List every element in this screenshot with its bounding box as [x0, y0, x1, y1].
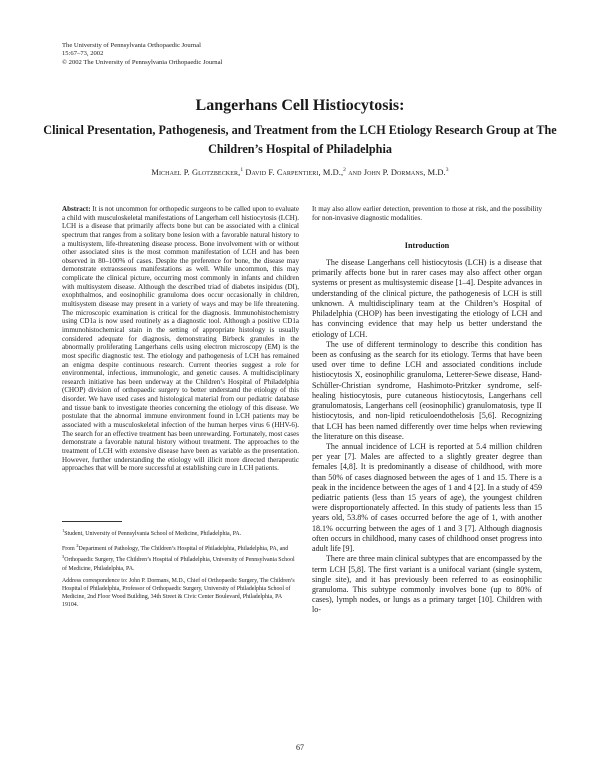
intro-paragraph-3: The annual incidence of LCH is reported at 5.4 million children per year [7]. Males are affected to a slightly greater degree than females [4,8]. It is predominantly a disease of childhood, with more than 50% of cases diagnosed between the ages of 1 and 15. There is a peak in the incidence between the ages of 1 and 4 [2]. In a study of 459 pediatric patients (less than 15 years of age), the youngest children were disproportionately affected. In this study of patients less than 15 years old, 53.8% of cases occurred before the age of 1, with another 18.1% occurring between the ages of 1 and 3 [7]. Although diagnosis often occurs in childhood, many cases of childhood onset progress into adult life [9].	[312, 441, 542, 554]
footnote-2-marker: 2	[76, 543, 79, 549]
footnote-1-text: Student, University of Pennsylvania School of Medicine, Philadelphia, PA.	[64, 530, 242, 537]
footnote-3-marker: 3	[62, 554, 65, 560]
journal-volume: 15:67–73, 2002	[62, 50, 104, 58]
introduction-column	[312, 258, 542, 616]
footnote-1	[62, 527, 299, 538]
intro-paragraph-2: The use of different terminology to describe this condition has been as confusing as the search for its etiology. Terms that have been used over time to define LCH and associated conditions include histiocytosis X, eosinophilic granuloma, Letterer-Sewe disease, Hand-Schüller-Christian syndrome, Hashimoto-Pritzker syndrome, self-healing histiocytosis, pure cutaneous histiocytosis, Langerhans cell granulomatosis, Langerhans cell (eosinophilic) granulomatosis, type II histiocytosis, and non-lipid reticuloendothelosis [5,6]. Recognizing that LCH has been named differently over time helps when reviewing the literature on this disease.	[312, 339, 542, 441]
author-1-affiliation: 1	[240, 167, 244, 173]
footnote-divider	[62, 521, 122, 522]
correspondence-note: Address correspondence to: John P. Dormans, M.D., Chief of Orthopaedic Surgery, The Children’s Hospital of Philadelphia, Professor of Orthopaedic Surgery, University of Philadelphia School of Medicine, 2nd Floor Wood Building, 34th Street & Civic Center Boulevard, Philadelphia, PA 19104.	[62, 577, 295, 609]
introduction-heading: Introduction	[404, 241, 450, 250]
author-2: David F. Carpentieri, M.D.,	[245, 167, 344, 177]
journal-name: The University of Pennsylvania Orthopaedic Journal	[62, 42, 201, 49]
abstract-text: It is not uncommon for orthopedic surgeons to be called upon to evaluate a child with musculoskeletal manifestations of Langerham cell histiocytosis (LCH). LCH is a disease that primarily affects bone but can be associated with a clinical spectrum that ranges from a solitary bone lesion with a favorable natural history to a multisystem, life-threatening disease process. Bone involvement with or without other associated sites is the most common manifestation of LCH and has been observed in 80–100% of cases. Despite the preference for bone, the disease may demonstrate extraosseous manifestations as well. While uncommon, this may complicate the clinical picture, occurring most commonly in infants and children with multisystem disease. Although the described triad of diabetes insipidus (DI), exophthalmos, and eosinophilic granuloma does occur occasionally in children, multisystem disease may present in a variety of ways and may be life threatening. The microscopic examination is critical for the diagnosis. Immunohistochemistry using CD1a is now used routinely as a diagnostic tool. Although a positive CD1a immunohistochemical stain in the setting of appropriate histology is usually considered adequate for diagnosis, demonstrating Birbeck granules in the abnormally proliferating Langerhans cells using electron microscopy (EM) is the most specific diagnostic test. The etiology and pathogenesis of LCH has remained an enigma despite continuous research. Current theories suggest a role for environmental, infectious, immunologic, and genetic causes. A multidisciplinary research initiative has been underway at the Children’s Hospital of Philadelphia (CHOP) division of orthopaedic surgery to better understand the etiology of this disorder. We have used cases and histological material from our pediatric database and tissue bank to investigate theories concerning the etiology of this disease. We postulate that the abnormal immune environment found in LCH patients may be associated with a musculoskeletal infection of the human herpes virus 6 (HHV-6). The search for an effective treatment has been unrewarding. Fortunately, most cases demonstrate a favorable natural history without treatment. The approaches to the treatment of LCH with extensive disease have been as variable as the presentation. However, further understanding the etiology will illicit more directed therapeutic approaches that will be more successful at establishing cure in LCH patients.	[62, 205, 300, 473]
article-title: Langerhans Cell Histiocytosis:	[195, 97, 405, 114]
page-number: 67	[296, 743, 304, 752]
footnote-1-marker: 1	[62, 528, 65, 533]
journal-header	[62, 42, 222, 67]
author-1: Michael P. Glotzbecker,	[151, 167, 241, 177]
author-3-affiliation: 3	[445, 167, 449, 173]
footnote-2	[62, 542, 299, 573]
abstract-continuation	[312, 205, 542, 222]
journal-copyright: © 2002 The University of Pennsylvania Orthopaedic Journal	[62, 58, 223, 66]
author-line	[40, 167, 560, 177]
author-2-affiliation: 2	[343, 167, 347, 173]
abstract-paragraph	[62, 205, 299, 473]
footnote-3-text: Orthopaedic Surgery, The Children’s Hospital of Philadelphia, University of Pennsylvania School of Medicine, Philadelphia, PA.	[62, 557, 295, 572]
abstract-column	[62, 205, 299, 473]
article-subtitle: Clinical Presentation, Pathogenesis, and Treatment from the LCH Etiology Research Group at The Children’s Hospital of Philadelphia	[43, 123, 557, 156]
intro-paragraph-4: There are three main clinical subtypes that are encompassed by the term LCH [5,8]. The first variant is a unifocal variant (single system, single site), and it has previously been referred to as eosinophilic granuloma. This subtype commonly involves bone (up to 80% of cases), lymph nodes, or lungs as a primary target [10]. Children with lo-	[312, 554, 542, 615]
author-conjunction: and	[348, 167, 362, 177]
author-3: John P. Dormans, M.D.	[363, 167, 446, 177]
footnote-2-prefix: From	[62, 546, 75, 553]
abstract-continued-text: It may also allow earlier detection, prevention to those at risk, and the possibility for non-invasive diagnostic modalities.	[312, 205, 542, 222]
footnotes	[62, 527, 299, 614]
intro-paragraph-1: The disease Langerhans cell histiocytosis (LCH) is a disease that primarily affects bone but in rarer cases may also affect other organ systems or present as multisystemic disease [1–4]. Despite advances in understanding of the clinical picture, the pathogenesis of LCH is still unknown. A multidisciplinary team at the Children’s Hospital of Philadelphia (CHOP) has been investigating the etiology of LCH and has convincing evidence that may help us better understand the etiology of LCH.	[312, 258, 542, 339]
abstract-label: Abstract:	[62, 205, 91, 213]
footnote-2-text: Department of Pathology, The Children’s Hospital of Philadelphia, Philadelphia, PA, and	[78, 546, 289, 553]
